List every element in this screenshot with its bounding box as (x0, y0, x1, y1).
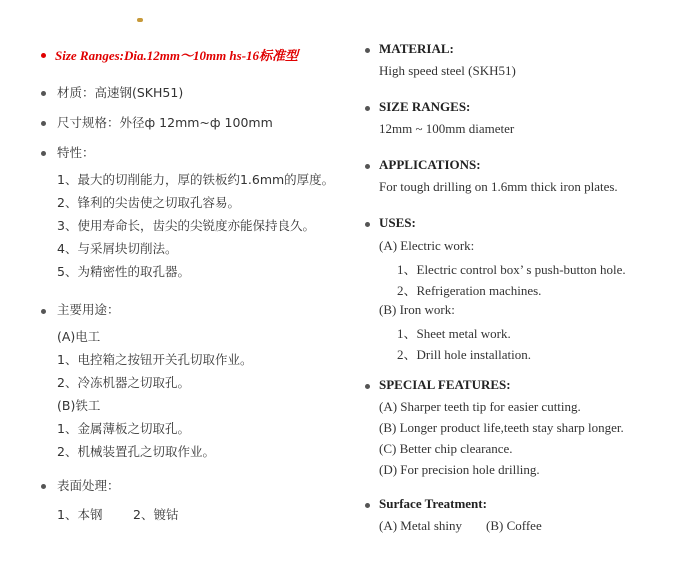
bullet-icon (365, 222, 370, 227)
uses-item: 2、Drill hole installation. (397, 347, 531, 362)
surface-option: (A) Metal shiny (379, 518, 463, 533)
uses-group-b-cn: (B)铁工 (57, 398, 101, 413)
special-features-heading: SPECIAL FEATURES: (379, 377, 511, 392)
surface-heading: Surface Treatment: (379, 496, 487, 511)
bullet-icon (41, 121, 46, 126)
uses-item: 2、Refrigeration machines. (397, 283, 542, 298)
size-en: 12mm ~ 100mm diameter (379, 121, 515, 136)
material-cn: 材质：高速钢(SKH51) (57, 85, 184, 100)
feature-item: 2、锋利的尖齿使之切取孔容易。 (57, 195, 240, 210)
uses-item: 1、金属薄板之切取孔。 (57, 421, 190, 436)
uses-item: 2、冷冻机器之切取孔。 (57, 375, 190, 390)
feature-item: 5、为精密性的取孔器。 (57, 264, 190, 279)
bullet-icon (41, 91, 46, 96)
feature-item: 4、与采屑块切削法。 (57, 241, 178, 256)
surface-option-cn: 1、本钢 (57, 507, 103, 522)
bullet-icon (41, 309, 46, 314)
surface-option: (B) Coffee (486, 518, 542, 533)
uses-item: 1、Electric control box’ s push-button hole. (397, 262, 626, 277)
surface-heading-cn: 表面处理： (57, 478, 120, 493)
feature-item: 1、最大的切削能力，厚的铁板约1.6mm的厚度。 (57, 172, 335, 187)
bullet-icon (365, 48, 370, 53)
bullet-icon (365, 503, 370, 508)
uses-group-b: (B) Iron work: (379, 302, 455, 317)
uses-heading: USES: (379, 215, 416, 230)
uses-item: 2、机械装置孔之切取作业。 (57, 444, 215, 459)
size-cn: 尺寸规格：外径ф 12mm~ф 100mm (57, 115, 273, 130)
bullet-icon (365, 164, 370, 169)
product-title: Size Ranges:Dia.12mm～10mm hs-16标准型 (55, 48, 299, 63)
feature-item: 3、使用寿命长，齿尖的尖锐度亦能保持良久。 (57, 218, 315, 233)
uses-group-a-cn: (A)电工 (57, 329, 101, 344)
applications-heading: APPLICATIONS: (379, 157, 481, 172)
applications-en: For tough drilling on 1.6mm thick iron plates. (379, 179, 618, 194)
material-heading: MATERIAL: (379, 41, 454, 56)
special-feature-item: (B) Longer product life,teeth stay sharp longer. (379, 420, 624, 435)
features-heading-cn: 特性： (57, 145, 95, 160)
bullet-icon (365, 106, 370, 111)
uses-item: 1、Sheet metal work. (397, 326, 511, 341)
bullet-icon (41, 151, 46, 156)
uses-heading-cn: 主要用途： (57, 302, 120, 317)
uses-item: 1、电控箱之按钮开关孔切取作业。 (57, 352, 253, 367)
bullet-icon (365, 384, 370, 389)
special-feature-item: (A) Sharper teeth tip for easier cutting. (379, 399, 581, 414)
special-feature-item: (D) For precision hole drilling. (379, 462, 540, 477)
bullet-icon (41, 484, 46, 489)
size-heading: SIZE RANGES: (379, 99, 471, 114)
bullet-icon (41, 53, 46, 58)
decorative-mark (137, 18, 143, 22)
surface-option-cn: 2、镀钴 (133, 507, 179, 522)
material-en: High speed steel (SKH51) (379, 63, 516, 78)
uses-group-a: (A) Electric work: (379, 238, 475, 253)
special-feature-item: (C) Better chip clearance. (379, 441, 513, 456)
